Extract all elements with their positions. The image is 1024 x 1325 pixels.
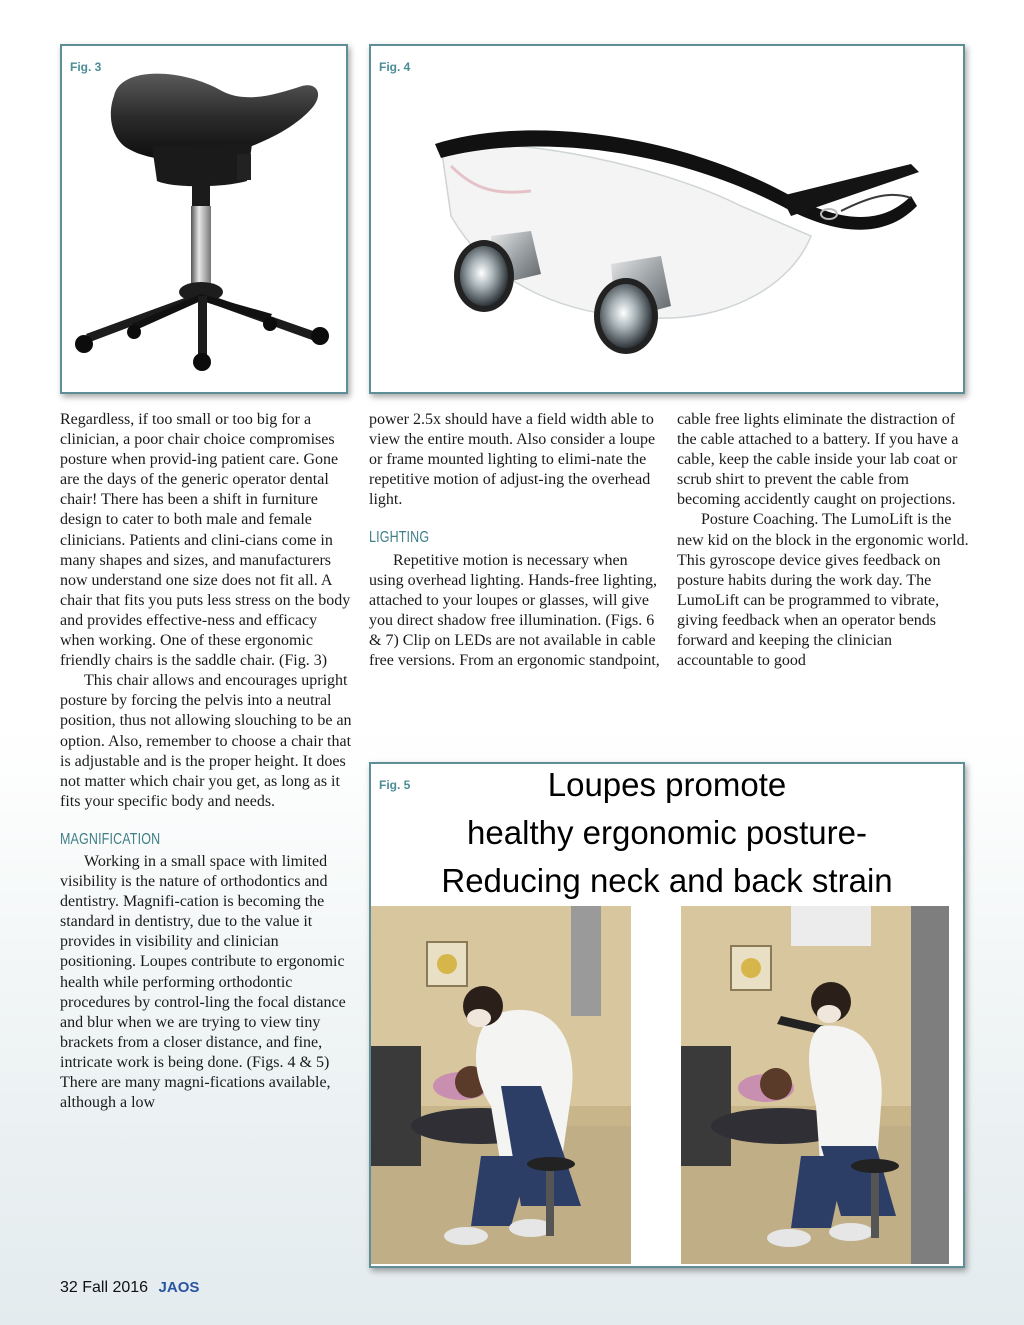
- saddle-chair-image: [62, 46, 346, 392]
- journal-brand: JAOS: [158, 1279, 200, 1296]
- page-number: 32: [60, 1279, 78, 1296]
- photo-clinician-upright: [681, 906, 949, 1264]
- text-column-3: [677, 410, 969, 671]
- issue-date: Fall 2016: [82, 1279, 149, 1296]
- paragraph: Repetitive motion is necessary when using overhead lighting. Hands-free lighting, attached to your loupes or glasses, will give you direct shadow free illumination. (Figs. 6 & 7) Clip on LEDs are not available in cable free versions. From an ergonomic standpoint,: [369, 551, 660, 670]
- paragraph: This chair allows and encourages upright posture by forcing the pelvis into a neutral position, thus not allowing slouching to be an option. Also, remember to choose a chair that is adjustable and is the proper height. It does not matter which chair you get, as long as it fits your specific body and needs.: [60, 672, 352, 810]
- figure-5: [369, 762, 965, 1268]
- paragraph: Regardless, if too small or too big for a clinician, a poor chair choice compromises posture when provid-ing patient care. Gone are the days of the generic operator dental chair! There has been a shift in furniture design to cater to both male and female clinicians. Patients and clini-cians come in many shapes and sizes, and manufacturers now understand one size does not fit all. A chair that fits you puts less stress on the body and provides effective-ness and efficacy when working. One of these ergonomic friendly chairs is the saddle chair. (Fig. 3): [60, 411, 351, 670]
- section-heading-lighting: LIGHTING: [369, 529, 430, 547]
- poster-line-2: healthy ergonomic posture-: [467, 814, 867, 851]
- figure-3: [60, 44, 348, 394]
- figure-5-label: Fig. 5: [379, 778, 411, 792]
- figure-4-label: Fig. 4: [379, 60, 411, 74]
- paragraph: cable free lights eliminate the distraction of the cable attached to a battery. If you have a cable, keep the cable inside your lab coat or scrub shirt to prevent the cable from becoming accidently caught on projections.: [677, 411, 959, 509]
- figure-4: [369, 44, 965, 394]
- text-column-1: [60, 410, 352, 1113]
- page-footer: [60, 1279, 199, 1297]
- loupes-glasses-image: [371, 46, 963, 392]
- paragraph: Working in a small space with limited visibility is the nature of orthodontics and dentistry. Magnifi-cation is becoming the standard in dentistry, due to the value it provides in visibility and clinician positioning. Loupes contribute to ergonomic health while performing orthodontic procedures by control-ling the focal distance and blur when we are trying to view tiny brackets from a closer distance, and fine, intricate work is being done. (Figs. 4 & 5) There are many magni-fications available, although a low: [60, 852, 346, 1112]
- paragraph: power 2.5x should have a field width able to view the entire mouth. Also consider a loupe or frame mounted lighting to elimi-nate the repetitive motion of adjust-ing the overhead light.: [369, 411, 656, 509]
- section-heading-magnification: MAGNIFICATION: [60, 830, 161, 848]
- figure-3-label: Fig. 3: [70, 60, 102, 74]
- text-column-2: [369, 410, 661, 671]
- poster-line-3: Reducing neck and back strain: [441, 862, 893, 899]
- paragraph: Posture Coaching. The LumoLift is the new kid on the block in the ergonomic world. This gyroscope device gives feedback on posture habits during the work day. The LumoLift can be programmed to vibrate, giving feedback when an operator bends forward and keeping the clinician accountable to good: [677, 511, 969, 670]
- poster-line-1: Loupes promote: [547, 766, 787, 803]
- photo-clinician-bent: [371, 906, 631, 1264]
